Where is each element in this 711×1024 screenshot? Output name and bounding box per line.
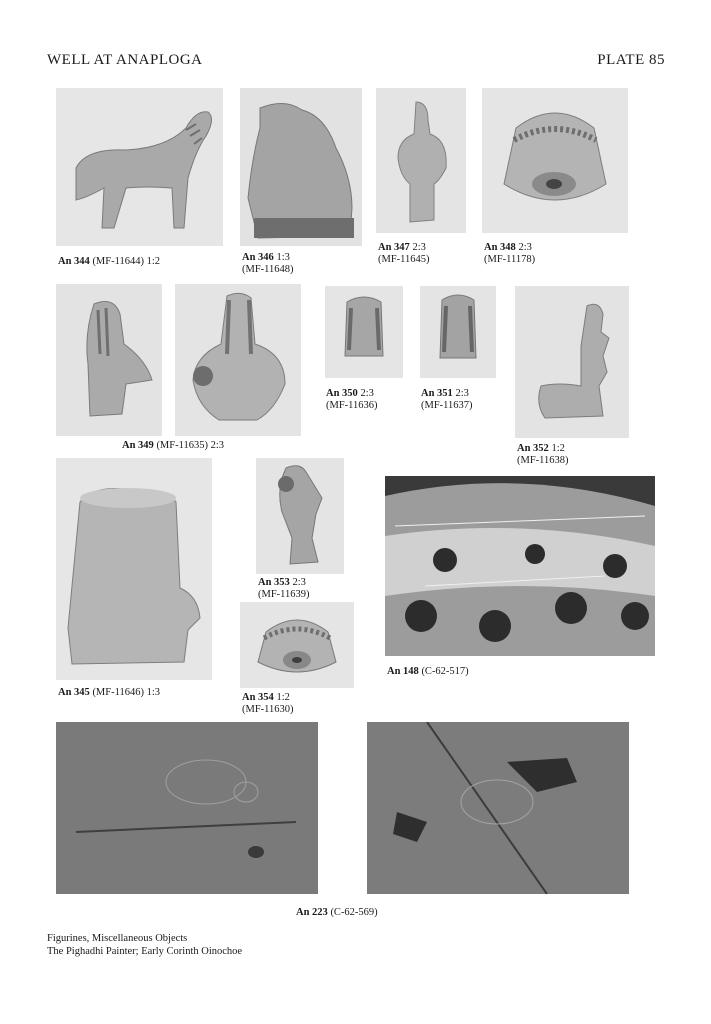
photo-an349-figurine-front [175, 284, 301, 436]
caption-an350: An 350 2:3 (MF-11636) [326, 388, 378, 411]
footer-line-2: The Pighadhi Painter; Early Corinth Oinochoe [47, 946, 243, 957]
caption-an345: An 345 (MF-11646) 1:3 [58, 687, 161, 698]
photo-an223-oinochoe-fragment-left [56, 722, 318, 894]
caption-an348: An 348 2:3 (MF-11178) [484, 242, 536, 265]
caption-an346: An 346 1:3 (MF-11648) [242, 252, 294, 275]
photo-an353-figurine-torso [256, 458, 344, 574]
caption-an148: An 148 (C-62-517) [387, 666, 469, 677]
photo-an346-figurine-fragment [240, 88, 362, 246]
caption-an223: An 223 (C-62-569) [296, 907, 378, 918]
photo-an347-standing-figurine [376, 88, 466, 233]
photo-an223-oinochoe-fragment-right [367, 722, 629, 894]
caption-an353: An 353 2:3 (MF-11639) [258, 577, 310, 600]
running-title: WELL AT ANAPLOGA [47, 52, 203, 68]
plate-description [47, 932, 242, 958]
caption-an344: An 344 (MF-11644) 1:2 [58, 256, 161, 267]
plate-number: PLATE 85 [597, 52, 665, 68]
photo-an349-figurine-side [56, 284, 162, 436]
photo-an350-figurine-head [325, 286, 403, 378]
photo-an344-horse-figurine [56, 88, 223, 246]
footer-line-1: Figurines, Miscellaneous Objects [47, 933, 188, 944]
caption-an351: An 351 2:3 (MF-11637) [421, 388, 473, 411]
photo-an345-cylindrical-object [56, 458, 212, 680]
photo-an348-spindle-whorl [482, 88, 628, 233]
caption-an354: An 354 1:2 (MF-11630) [242, 692, 294, 715]
photo-an352-figurine-fragment [515, 286, 629, 438]
photo-an351-figurine-head [420, 286, 496, 378]
photo-an354-spindle-whorl [240, 602, 354, 688]
photo-an148-painted-sherd [385, 476, 655, 656]
caption-an352: An 352 1:2 (MF-11638) [517, 443, 569, 466]
caption-an349: An 349 (MF-11635) 2:3 [122, 440, 225, 451]
caption-an347: An 347 2:3 (MF-11645) [378, 242, 430, 265]
